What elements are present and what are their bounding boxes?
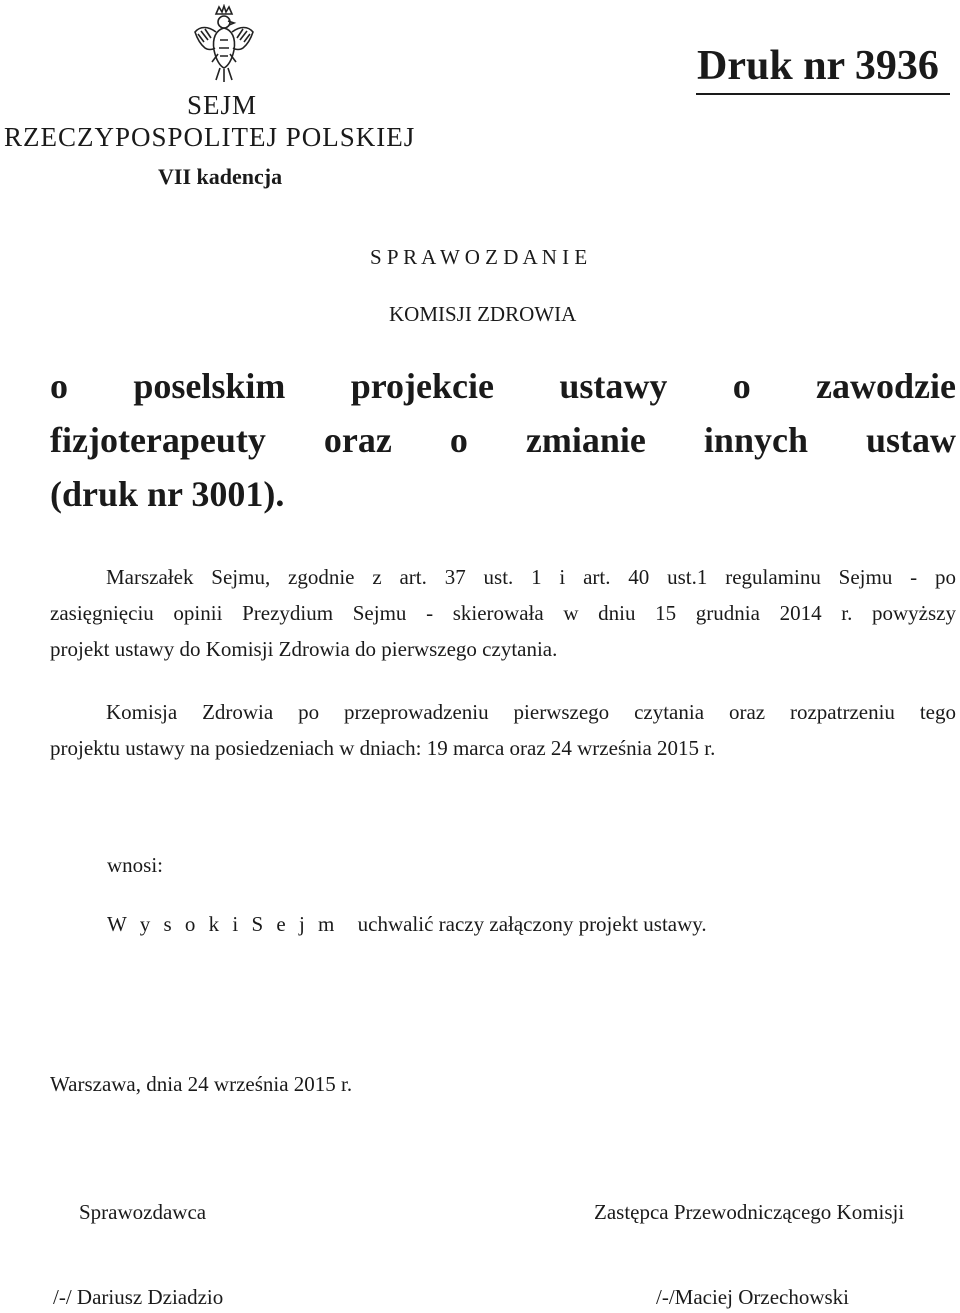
republic-label: RZECZYPOSPOLITEJ POLSKIEJ (4, 122, 416, 152)
motion-addressee: W y s o k i S e j m (107, 912, 339, 936)
paragraph-line: Komisja Zdrowia po przeprowadzeniu pierwszego czytania oraz rozpatrzeniu tego (106, 700, 956, 724)
sejm-label: SEJM (187, 90, 258, 120)
motion-line (107, 912, 707, 937)
report-title-line: fizjoterapeuty oraz o zmianie innych ustaw (50, 420, 956, 460)
report-heading: S P R A W O Z D A N I E (370, 245, 588, 269)
print-number-underline (696, 93, 950, 95)
paragraph-line: Marszałek Sejmu, zgodnie z art. 37 ust. 1 i art. 40 ust.1 regulaminu Sejmu - po (106, 565, 956, 589)
chair-label: Zastępca Przewodniczącego Komisji (594, 1200, 905, 1224)
term-label: VII kadencja (158, 164, 283, 189)
motion-text: uchwalić raczy załączony projekt ustawy. (357, 912, 707, 936)
rapporteur-name: /-/ Dariusz Dziadzio (53, 1285, 224, 1309)
motion-label: wnosi: (107, 853, 164, 877)
report-title-line: (druk nr 3001). (50, 474, 285, 514)
rapporteur-label: Sprawozdawca (79, 1200, 207, 1224)
chair-name: /-/Maciej Orzechowski (656, 1285, 850, 1309)
paragraph-line: projektu ustawy na posiedzeniach w dniach: 19 marca oraz 24 września 2015 r. (50, 736, 716, 760)
committee-name: KOMISJI ZDROWIA (389, 302, 577, 326)
paragraph-line: zasięgnięciu opinii Prezydium Sejmu - skierowała w dniu 15 grudnia 2014 r. powyższy (50, 601, 956, 625)
polish-eagle-emblem-icon (192, 4, 256, 84)
report-title-line: o poselskim projekcie ustawy o zawodzie (50, 366, 956, 406)
print-number: Druk nr 3936 (697, 43, 939, 89)
place-date: Warszawa, dnia 24 września 2015 r. (50, 1072, 353, 1096)
paragraph-line: projekt ustawy do Komisji Zdrowia do pierwszego czytania. (50, 637, 558, 661)
